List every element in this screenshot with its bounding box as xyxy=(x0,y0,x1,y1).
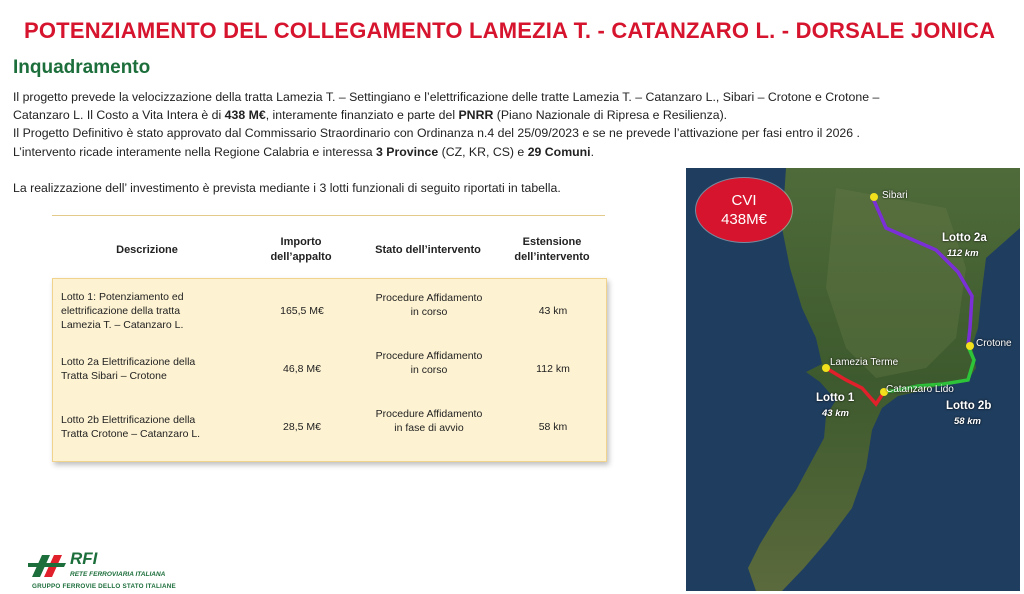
section-heading: Inquadramento xyxy=(13,57,151,78)
intro-provinces: 3 Province xyxy=(375,144,439,159)
cell-estensione: 112 km xyxy=(536,363,570,375)
page-title: POTENZIAMENTO DEL COLLEGAMENTO LAMEZIA T. - CATANZARO L. - DORSALE JONICA xyxy=(24,18,996,43)
cell-descrizione: Lotto 2a Elettrificazione della Tratta Sibari – Crotone xyxy=(61,356,196,382)
intro-line-3 xyxy=(13,124,1023,142)
lotto-2b-label: Lotto 2b xyxy=(946,400,992,412)
intro-line-2 xyxy=(13,106,1023,124)
intro-line-3-text: Il Progetto Definitivo è stato approvato dal Commissario Straordinario con Ordinanza n.4 del 25/09/2023 e se ne prevede l’attivazione per fasi entro il 2026 . xyxy=(13,126,860,141)
intro-line-2-a: Catanzaro L. Il Costo a Vita Intera è di xyxy=(13,108,225,123)
logo-group: GRUPPO FERROVIE DELLO STATO ITALIANE xyxy=(32,583,176,590)
city-label-lamezia: Lamezia Terme xyxy=(830,357,899,368)
lotto-1-label: Lotto 1 xyxy=(816,392,855,404)
cell-descrizione: Lotto 1: Potenziamento ed elettrificazione della tratta Lamezia T. – Catanzaro L. xyxy=(61,291,184,331)
cvi-value: 438M€ xyxy=(721,211,767,228)
intro-line-4 xyxy=(13,143,1023,161)
intro-comuni: 29 Comuni xyxy=(527,144,591,159)
lotto-2b-km: 58 km xyxy=(954,416,981,427)
header-stato: Stato dell’intervento xyxy=(375,243,481,256)
intro-line-4-e: . xyxy=(590,144,594,159)
cell-stato: Procedure Affidamento in fase di avvio xyxy=(375,408,483,434)
table-row xyxy=(53,341,606,397)
lotti-table xyxy=(52,278,607,462)
cell-stato: Procedure Affidamento in corso xyxy=(375,292,483,318)
intro-line-2-c: , interamente finanziato e parte del xyxy=(265,108,459,123)
logo-subtitle: RETE FERROVIARIA ITALIANA xyxy=(70,571,166,578)
cell-stato: Procedure Affidamento in corso xyxy=(375,350,483,376)
cvi-badge xyxy=(696,178,792,242)
logo-brand: RFI xyxy=(70,549,98,568)
header-descrizione: Descrizione xyxy=(116,243,178,256)
lotto-2a-km: 112 km xyxy=(947,248,979,259)
table-row xyxy=(53,399,606,455)
rfi-logo xyxy=(28,551,203,591)
marker-sibari xyxy=(870,193,878,201)
table-intro-note: La realizzazione dell’ investimento è prevista mediante i 3 lotti funzionali di seguito riportati in tabella. xyxy=(13,181,561,195)
rfi-logo-icon xyxy=(28,551,68,581)
table-top-rule xyxy=(52,215,605,216)
cell-importo: 165,5 M€ xyxy=(280,305,324,317)
intro-line-1-text: Il progetto prevede la velocizzazione della tratta Lamezia T. – Settingiano e l’elettrificazione delle tratte Lamezia T. – Catanzaro L., Sibari – Crotone e Crotone – xyxy=(13,90,880,104)
calabria-map[interactable] xyxy=(686,168,1020,591)
marker-lamezia xyxy=(822,364,830,372)
table-row xyxy=(53,283,606,339)
cvi-label: CVI xyxy=(731,192,757,209)
header-estensione: Estensione dell’intervento xyxy=(514,236,590,263)
header-importo: Importo dell’appalto xyxy=(270,236,332,263)
intro-line-2-e: (Piano Nazionale di Ripresa e Resilienza). xyxy=(493,108,728,123)
table-header xyxy=(52,226,605,274)
intro-line-1 xyxy=(13,88,1023,106)
marker-crotone xyxy=(966,342,974,350)
intro-line-4-a: L’intervento ricade interamente nella Regione Calabria e interessa xyxy=(13,144,376,159)
intro-text xyxy=(13,88,1023,161)
cell-importo: 46,8 M€ xyxy=(283,363,321,375)
intro-line-4-c: (CZ, KR, CS) e xyxy=(438,144,528,159)
city-label-sibari: Sibari xyxy=(882,190,908,201)
lotto-2a-label: Lotto 2a xyxy=(942,232,987,244)
intro-pnrr: PNRR xyxy=(458,108,494,123)
cell-estensione: 43 km xyxy=(538,305,568,317)
cell-descrizione: Lotto 2b Elettrificazione della Tratta Crotone – Catanzaro L. xyxy=(61,414,201,440)
city-label-crotone: Crotone xyxy=(976,338,1012,349)
intro-cost-value: 438 M€ xyxy=(224,108,266,123)
lotto-1-km: 43 km xyxy=(822,408,849,419)
city-label-catanzaro: Catanzaro Lido xyxy=(886,384,954,395)
cell-estensione: 58 km xyxy=(538,421,568,433)
cell-importo: 28,5 M€ xyxy=(283,421,321,433)
